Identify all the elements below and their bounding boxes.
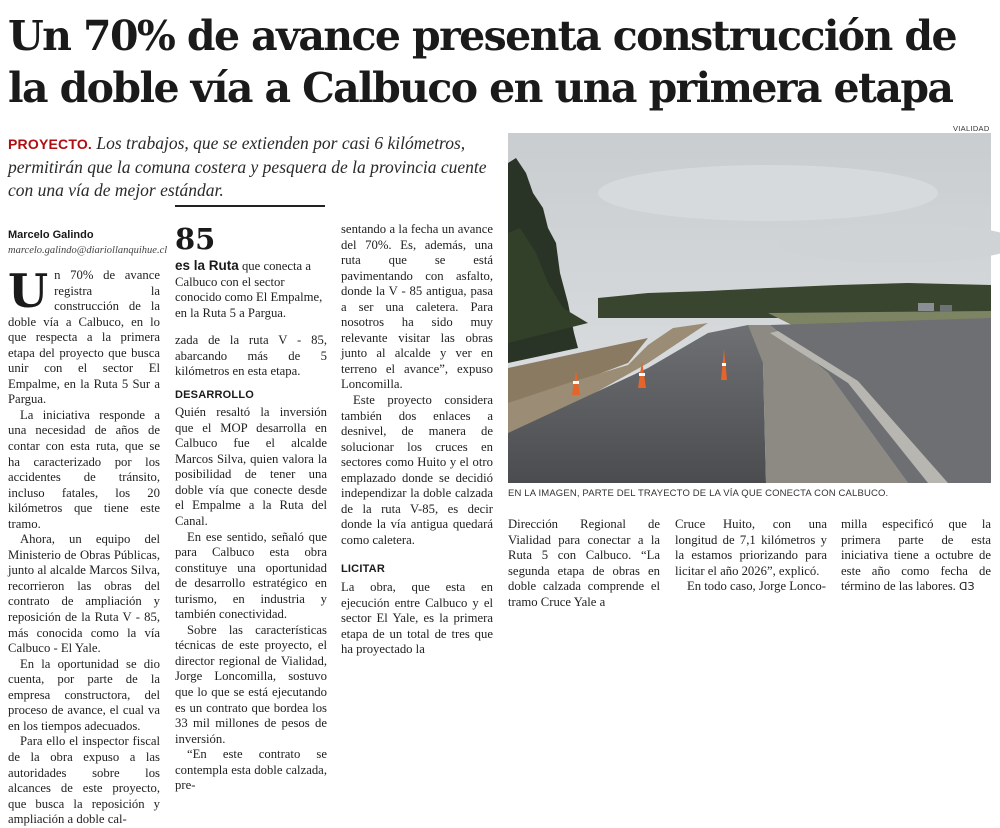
body-paragraph: sentando a la fecha un avance del 70%. Es, además, una ruta que se está pavimentando con asfalto, donde la V - 85 antigua, pasa a ser una caletera. Para nosotros ha sido muy relevante visitar las obras junto al alcalde y ver en terreno el avance”, expuso Loncomilla. <box>341 222 493 392</box>
subheading-licitar: LICITAR <box>341 563 385 576</box>
body-paragraph: La iniciativa responde a una necesidad de años de contar con esta ruta, que se ha caracterizado por los accidentes de tránsito, incluso fatales, los 20 kilómetros que tiene este tramo. <box>8 407 160 531</box>
photo-credit: VIALIDAD <box>953 124 990 133</box>
body-column-6 <box>841 517 991 595</box>
highlight-rule <box>175 205 325 207</box>
photo-caption: EN LA IMAGEN, PARTE DEL TRAYECTO DE LA VÍA QUE CONECTA CON CALBUCO. <box>508 488 889 499</box>
body-paragraph: Un 70% de avance registra la construcción de la doble vía a Calbuco, en lo que respecta a la primera etapa del proyecto que busca unir con el sector El Empalme, en la Ruta 5 Sur a Pargua. <box>8 264 160 407</box>
drop-cap: U <box>8 264 49 318</box>
body-column-1 <box>8 264 160 828</box>
highlight-number: 85 <box>175 222 216 256</box>
end-mark-icon: ᗡЗ <box>959 580 975 594</box>
lead-paragraph <box>8 132 494 202</box>
road-construction-image <box>508 133 991 483</box>
highlight-text <box>175 258 325 321</box>
body-paragraph: Quién resaltó la inversión que el MOP desarrolla en Calbuco fue el alcalde Marcos Silva, quien valora la posibilidad de tener una doble vía que conecte desde el Empalme a la Ruta del Canal. <box>175 405 327 529</box>
headline: Un 70% de avance presenta construcción de la doble vía a Calbuco en una primera etapa <box>8 12 956 112</box>
body-column-2 <box>175 333 327 794</box>
body-column-5 <box>675 517 827 595</box>
body-paragraph: Sobre las características técnicas de este proyecto, el director regional de Vialidad, Jorge Loncomilla, sostuvo que lo que se está ejecutando es un contrato que bordea los 33 mil millones de pesos de inversión. <box>175 622 327 746</box>
body-column-3 <box>341 222 493 658</box>
body-paragraph: En todo caso, Jorge Lonco- <box>687 579 826 594</box>
highlight-label: es la Ruta <box>175 258 239 273</box>
lead-kicker: PROYECTO. <box>8 136 93 152</box>
body-paragraph: Cruce Huito, con una longitud de 7,1 kilómetros y la estamos priorizando para licitar el año 2026”, explicó. <box>675 517 827 578</box>
body-paragraph: Ahora, un equipo del Ministerio de Obras Públicas, junto al alcalde Marcos Silva, recorrieron las obras del contrato de ampliación y reposición de la Ruta V - 85, más conocida como la vía Calbuco - El Yale. <box>8 532 160 656</box>
body-paragraph: milla especificó que la primera parte de esta iniciativa tiene a octubre de este año como fecha de término de las labores. ᗡЗ <box>841 517 991 594</box>
body-paragraph: zada de la ruta V - 85, abarcando más de 5 kilómetros en esta etapa. <box>175 333 327 379</box>
body-column-4 <box>508 517 660 610</box>
lead-text: Los trabajos, que se extienden por casi 6 kilómetros, permitirán que la comuna costera y pesquera de la provincia cuente con una vía de mejor estándar. <box>8 133 487 200</box>
article-photo <box>508 133 991 483</box>
body-paragraph: En ese sentido, señaló que para Calbuco esta obra constituye una oportunidad de desarrollo estratégico en turismo, en industria y también conectividad. <box>175 529 327 622</box>
body-paragraph: Para ello el inspector fiscal de la obra expuso a las autoridades sobre los alcances de este proyecto, que busca la reposición y ampliación a doble cal- <box>8 734 160 827</box>
body-paragraph: La obra, que esta en ejecución entre Calbuco y el sector El Yale, es la primera etapa de un total de tres que ha proyectado la <box>341 580 493 657</box>
author-email: marcelo.galindo@diariollanquihue.cl <box>8 245 168 256</box>
author-name: Marcelo Galindo <box>8 229 94 241</box>
highlight-description: que conecta a Calbuco con el sector conocido como El Empalme, en la Ruta 5 a Pargua. <box>175 259 323 320</box>
subheading-desarrollo: DESARROLLO <box>175 388 254 401</box>
body-paragraph: En la oportunidad se dio cuenta, por parte de la empresa constructora, del proceso de avance, el cual va en los tiempos adecuados. <box>8 656 160 733</box>
body-paragraph: Dirección Regional de Vialidad para conectar a la Ruta 5 con Calbuco. “La segunda etapa de obras en doble calzada comprende el tramo Cruce Yale a <box>508 517 660 609</box>
body-paragraph: Este proyecto considera también dos enlaces a desnivel, de manera de solucionar los cruces en sectores como Huito y el otro emplazado donde se decidió independizar la doble calzada de la ruta V-85, es decir donde la vía antigua quedará como caletera. <box>341 393 493 547</box>
body-paragraph: “En este contrato se contempla esta doble calzada, pre- <box>175 747 327 793</box>
